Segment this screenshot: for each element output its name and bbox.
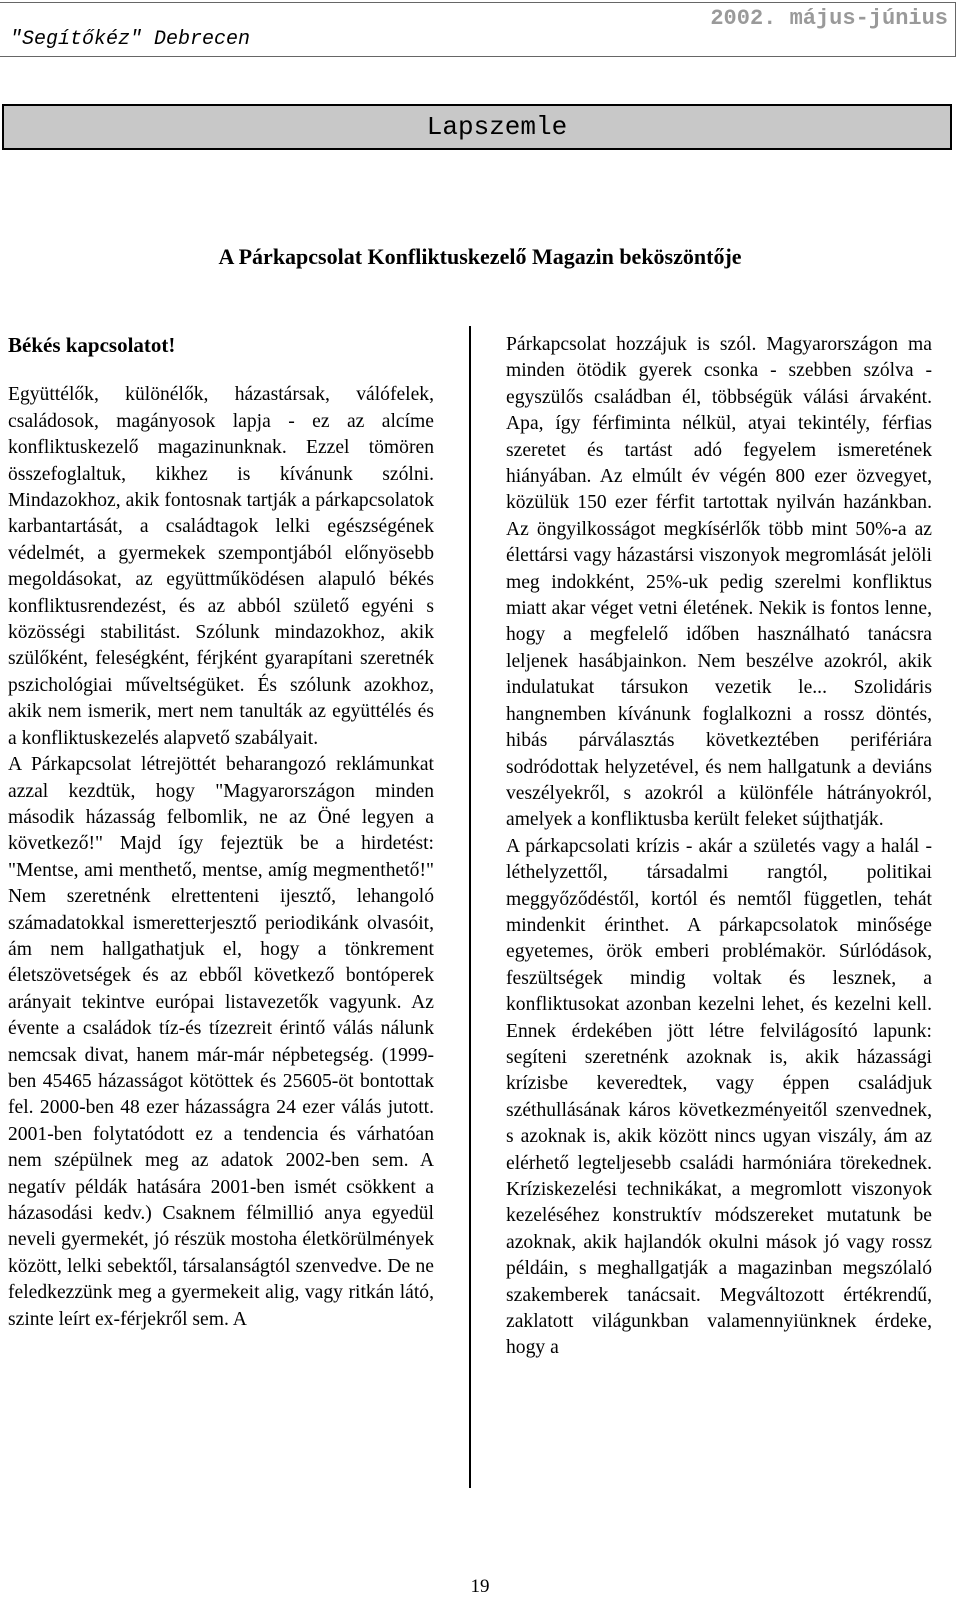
section-title: Lapszemle <box>426 112 568 142</box>
page-header <box>0 0 960 60</box>
column-divider <box>469 326 471 1488</box>
article-subheading: Békés kapcsolatot! <box>8 333 176 357</box>
section-banner <box>2 104 952 150</box>
article-headline: A Párkapcsolat Konfliktuskezelő Magazin beköszöntője <box>218 244 742 269</box>
paragraph: Együttélők, különélők, házastársak, válófelek, családosok, magányosok lapja - ez az alcíme konfliktuskezelő magazinunknak. Ezzel tömören összefoglaltuk, kikhez is kívánunk szólni. Mindazokhoz, akik fontosnak tartják a párkapcsolatok karbantartását, a családtagok lelki egészségének védelmét, a gyermekek szempontjából előnyösebb megoldásokat, az együttműködésen alapuló békés konfliktusrendezést, és az abból születő egyéni s közösségi stabilitást. Szólunk mindazokhoz, akik szülőként, feleségként, férjként gyarapítani szeretnék pszichológiai műveltségüket. És szólunk azokhoz, akik nem ismerik, mert nem tanulták az együttélés és a konfliktuskezelés alapvető szabályait. <box>8 384 434 749</box>
publication-name: "Segítőkéz" Debrecen <box>10 28 251 51</box>
issue-date: 2002. május-június <box>710 6 948 31</box>
paragraph: A Párkapcsolat létrejöttét beharangozó reklámunkat azzal kezdtük, hogy "Magyarországon minden második házasság felbomlik, ne az Öné legyen a következő!" Majd így fejeztük be a hirdetést: "Mentse, ami menthető, mentse, amíg megmenthető!" Nem szeretnénk elrettenteni ijesztő, lehangoló számadatokkal ismeretterjesztő periodikánk olvasóit, ám nem hallgathatjuk el, hogy a tönkrement életszövetségek és az ebből következő bontóperek arányait tekintve európai listavezetők vagyunk. Az évente a családok tíz-és tízezreit érintő válás nálunk nemcsak divat, hanem már-már népbetegség. (1999-ben 45465 házasságot kötöttek és 25605-öt bontottak fel. 2000-ben 48 ezer házasságra 24 ezer válás jutott. 2001-ben folytatódott ez a tendencia és várhatóan nem szépülnek meg az adatok 2002-ben sem. A negatív példák hatására 2001-ben ismét csökkent a házasodási kedv.) Csaknem félmillió anya egyedül neveli gyermekét, jó részük mostoha életkörülmények között, lelki sebektől, társalanságtól szenvedve. De ne feledkezzünk meg a gyermekeit alig, vagy ritkán látó, szinte leírt ex-férjekről sem. A <box>8 754 434 1330</box>
left-column <box>8 332 434 1333</box>
page-number: 19 <box>470 1576 490 1597</box>
paragraph: Párkapcsolat hozzájuk is szól. Magyarországon ma minden ötödik gyerek csonka - szebben szólva - egyszülős családban él, többségük válási árvaként. Apa, így férfiminta nélkül, atyai tekintély, férfias szeretet és tartást adó fegyelem ismeretének hiányában. Az elmúlt év végén 800 ezer özvegyet, közülük 150 ezer férfit tartottak nyilván hazánkban. Az öngyilkosságot megkísérlők több mint 50%-a az élettársi vagy házastársi viszonyok megromlását jelöli meg indokként, 25%-uk pedig szerelmi konfliktus miatt akar véget vetni életének. Nekik is fontos lenne, hogy a megfelelő időben használható tanácsra leljenek hasábjainkon. Nem beszélve azokról, akik indulatukat társukon vezetik le... Szolidáris hangnemben kívánunk foglalkozni a rossz döntés, hibás párválasztás következtében perifériára sodródottak helyzetével, és nem hallgatunk a deviáns veszélyekről, s azokról a különféle hátrányokról, amelyek a konfliktusba került feleket sújthatják. <box>506 334 932 831</box>
right-column <box>506 332 932 1362</box>
paragraph: A párkapcsolati krízis - akár a születés vagy a halál - léthelyzettől, társadalmi rangtól, politikai meggyőződéstől, kortól és nemtől független, tehát mindenkit érinthet. A párkapcsolatok minősége egyetemes, örök emberi problémakör. Súrlódások, feszültségek mindig voltak és lesznek, a konfliktusokat azonban kezelni lehet, és kezelni kell. Ennek érdekében jött létre felvilágosító lapunk: segíteni szeretnénk azoknak is, akik házassági krízisbe keveredtek, vagy éppen családjuk széthullásának káros következményeitől szenvednek, s azoknak is, akik között nincs ugyan viszály, ám az elérhető legteljesebb családi harmóniára törekednek. Kríziskezelési technikákat, a megromlott viszonyok kezeléséhez konstruktív módszereket mutatunk be azoknak, akik hajlandók okulni mások jó vagy rossz példáin, s meghallgatják a magazinban megszólaló szakemberek tanácsait. Megváltozott értékrendű, zaklatott világunkban valamennyiünknek érdeke, hogy a <box>506 835 932 1359</box>
header-rule <box>0 56 956 57</box>
